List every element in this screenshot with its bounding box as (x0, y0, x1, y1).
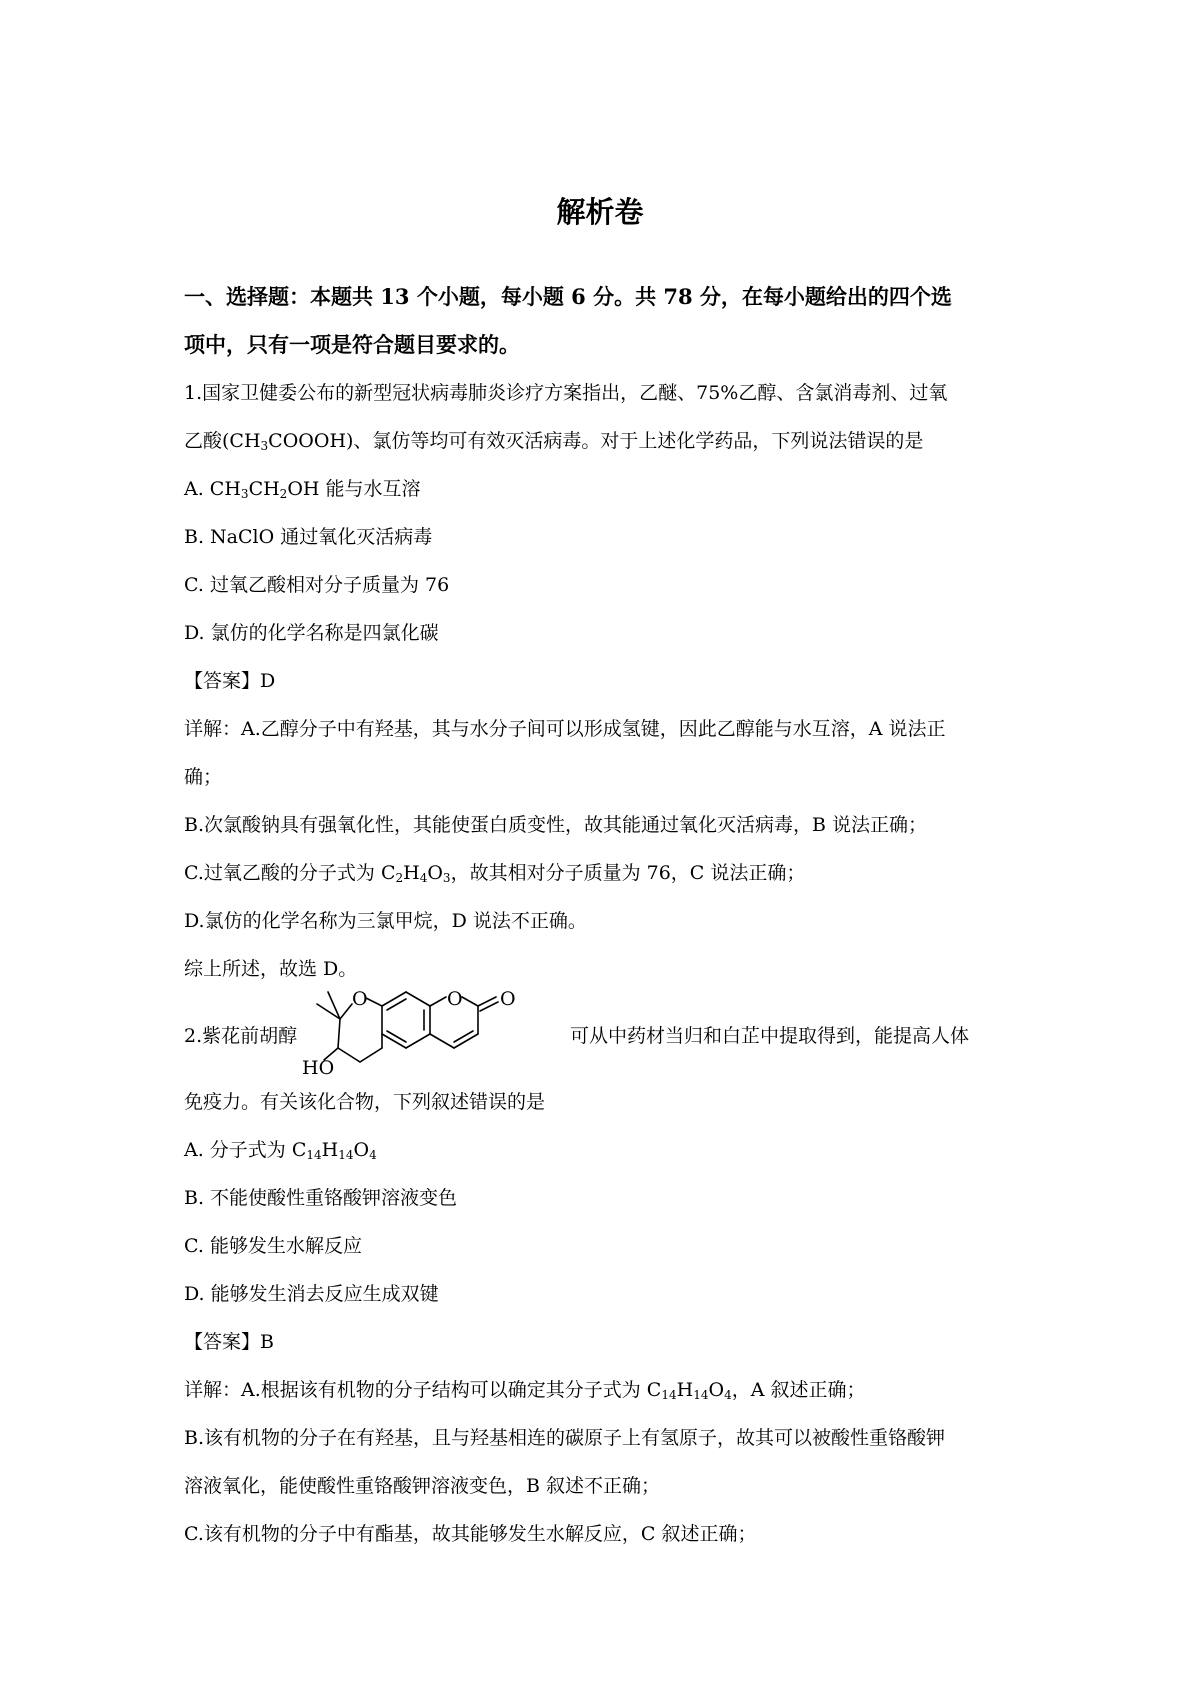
q2-option-b: B. 不能使酸性重铬酸钾溶液变色 (184, 1187, 458, 1209)
q2-stem-pre: 2.紫花前胡醇 (184, 1025, 298, 1047)
bond-o2-co (462, 997, 478, 1006)
section-heading-line2: 项中，只有一项是符合题目要求的。 (184, 332, 520, 357)
bond-ch-ch (454, 1034, 478, 1048)
bond-ch2-1 (338, 1048, 360, 1062)
q2-explanation-b: B.该有机物的分子在有羟基，且与羟基相连的碳原子上有氢原子，故其可以被酸性重铬酸钾 (184, 1427, 946, 1449)
q1-summary: 综上所述，故选 D。 (184, 958, 358, 980)
q2-option-c: C. 能够发生水解反应 (184, 1235, 362, 1257)
q1-option-a: A. $CH_3CH_2OH$ 能与水互溶 (184, 478, 421, 501)
bond-c-choh (338, 1019, 340, 1048)
hydroxyl-label: HO (302, 1057, 335, 1079)
q1-explanation-d: D.氯仿的化学名称为三氯甲烷，D 说法不正确。 (184, 910, 587, 932)
bond-o1-ar (366, 998, 382, 1006)
bond-ar-o2 (430, 997, 446, 1006)
q1-option-c: C. 过氧乙酸相对分子质量为 76 (184, 574, 450, 596)
q2-stem-post: 可从中药材当归和白芷中提取得到，能提高人体 (570, 1025, 970, 1047)
bond-ch-ar (430, 1034, 454, 1048)
bond-ar-1 (382, 992, 406, 1006)
q1-explanation-c: C.过氧乙酸的分子式为 $C_2H_4O_3$，故其相对分子质量为 76，C 说法正确； (184, 862, 806, 885)
bond-ar-4 (406, 1034, 430, 1048)
q2-option-a: A. 分子式为 $C_{14}H_{14}O_4$ (184, 1139, 377, 1162)
ring-oxygen-2: O (447, 988, 463, 1010)
q1-stem-line1: 1.国家卫健委公布的新型冠状病毒肺炎诊疗方案指出，乙醚、75%乙醇、含氯消毒剂、过氧 (184, 382, 948, 404)
q1-explanation-a: 详解：A.乙醇分子中有羟基，其与水分子间可以形成氢键，因此乙醇能与水互溶，A 说法正 (184, 718, 946, 740)
bond-ch2-2 (360, 1048, 382, 1062)
bond-ar-2 (406, 992, 430, 1006)
q2-option-d: D. 能够发生消去反应生成双键 (184, 1283, 439, 1305)
q2-explanation-a: 详解：A.根据该有机物的分子结构可以确定其分子式为 $C_{14}H_{14}O_4$，A 叙述正确； (184, 1379, 866, 1402)
purple-flower-peucedanol-structure (302, 982, 572, 1082)
q1-option-d: D. 氯仿的化学名称是四氯化碳 (184, 622, 439, 644)
q1-explanation-b: B.次氯酸钠具有强氧化性，其能使蛋白质变性，故其能通过氧化灭活病毒，B 说法正确； (184, 814, 928, 836)
q2-answer: 【答案】B (184, 1331, 274, 1353)
q2-explanation-c: C.该有机物的分子中有酯基，故其能够发生水解反应，C 叙述正确； (184, 1523, 757, 1545)
bond-ch-ch-double (454, 1031, 473, 1042)
page-title: 解析卷 (556, 195, 644, 229)
carbonyl-oxygen: O (500, 988, 516, 1010)
q1-option-b: B. NaClO 通过氧化灭活病毒 (184, 526, 433, 548)
bond-ar-double-3 (387, 1031, 406, 1042)
bond-c-o1 (340, 1004, 352, 1019)
q2-explanation-b-cont: 溶液氧化，能使酸性重铬酸钾溶液变色，B 叙述不正确； (184, 1475, 661, 1497)
q1-explanation-a-cont: 确； (184, 766, 223, 788)
section-heading-line1: 一、选择题：本题共 13 个小题，每小题 6 分。共 78 分，在每小题给出的四个选 (184, 284, 952, 309)
q1-stem-line2: 乙酸$(CH_3COOOH)$、氯仿等均可有效灭活病毒。对于上述化学药品，下列说法错误的是 (184, 430, 924, 453)
q2-stem-line2: 免疫力。有关该化合物，下列叙述错误的是 (184, 1091, 546, 1113)
ring-oxygen-1: O (352, 988, 368, 1010)
q1-answer: 【答案】D (184, 670, 276, 692)
bond-ar-5 (382, 1034, 406, 1048)
